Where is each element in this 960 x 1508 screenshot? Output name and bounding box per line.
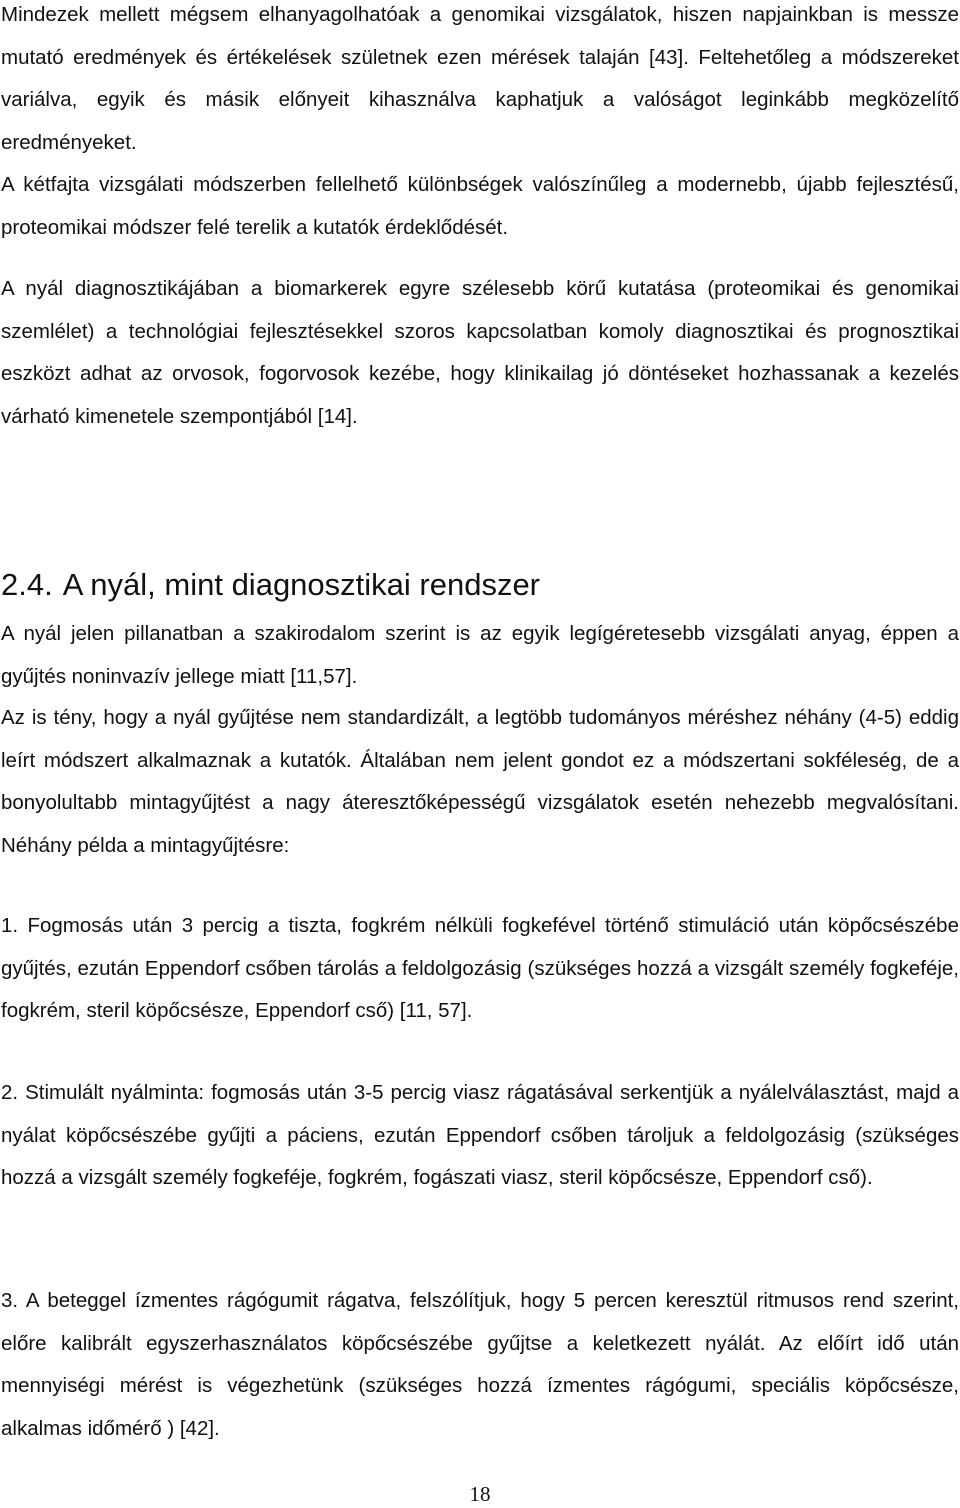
page-number: 18 (469, 1482, 491, 1506)
paragraph-saliva-promising: A nyál jelen pillanatban a szakirodalom szerint is az egyik legígéretesebb vizsgálati anyag, éppen a gyűjtés noninvazív jellege miatt [11,57]. (1, 622, 959, 688)
section-number: 2.4. (1, 567, 53, 602)
list-item-1: 1. Fogmosás után 3 percig a tiszta, fogkrém nélküli fogkefével történő stimuláció után köpőcsészébe gyűjtés, ezután Eppendorf csőben tárolás a feldolgozásig (szükséges hozzá a vizsgált személy fogkeféje, fogkrém, steril köpőcsésze, Eppendorf cső) [11, 57]. (1, 914, 959, 1022)
paragraph-saliva-diagnostics: A nyál diagnosztikájában a biomarkerek egyre szélesebb körű kutatása (proteomikai és genomikai szemlélet) a technológiai fejlesztésekkel szoros kapcsolatban komoly diagnosztikai és prognosztikai eszközt adhat az orvosok, fogorvosok kezébe, hogy klinikailag jó döntéseket hozhassanak a kezelés várható kimenetele szempontjából [14]. (1, 277, 959, 428)
paragraph-genomic-studies: Mindezek mellett mégsem elhanyagolhatóak a genomikai vizsgálatok, hiszen napjainkban is messze mutató eredmények és értékelések születnek ezen mérések talaján [43]. Feltehetőleg a módszereket variálva, egyik és másik előnyeit kihasználva kaphatjuk a valóságot leginkább megközelítő eredményeket. (1, 3, 959, 154)
paragraph-method-differences: A kétfajta vizsgálati módszerben fellelhető különbségek valószínűleg a modernebb, újabb fejlesztésű, proteomikai módszer felé terelik a kutatók érdeklődését. (1, 173, 959, 239)
list-item-3: 3. A beteggel ízmentes rágógumit rágatva, felszólítjuk, hogy 5 percen keresztül ritmusos rend szerint, előre kalibrált egyszerhasználatos köpőcsészébe gyűjtse a keletkezett nyálát. Az előírt idő után mennyiségi mérést is végezhetünk (szükséges hozzá ízmentes rágógumi, speciális köpőcsésze, alkalmas időmérő ) [42]. (1, 1289, 959, 1440)
list-item-2: 2. Stimulált nyálminta: fogmosás után 3-5 percig viasz rágatásával serkentjük a nyálelválasztást, majd a nyálat köpőcsészébe gyűjti a páciens, ezután Eppendorf csőben tároljuk a feldolgozásig (szükséges hozzá a vizsgált személy fogkeféje, fogkrém, fogászati viasz, steril köpőcsésze, Eppendorf cső). (1, 1081, 959, 1189)
section-heading (1, 560, 540, 610)
paragraph-collection-methods: Az is tény, hogy a nyál gyűjtése nem standardizált, a legtöbb tudományos méréshez néhány (4-5) eddig leírt módszert alkalmaznak a kutatók. Általában nem jelent gondot ez a módszertani sokféleség, de a bonyolultabb mintagyűjtést a nagy áteresztőképességű vizsgálatok esetén nehezebb megvalósítani. Néhány példa a mintagyűjtésre: (1, 706, 959, 857)
section-title: A nyál, mint diagnosztikai rendszer (62, 567, 541, 602)
